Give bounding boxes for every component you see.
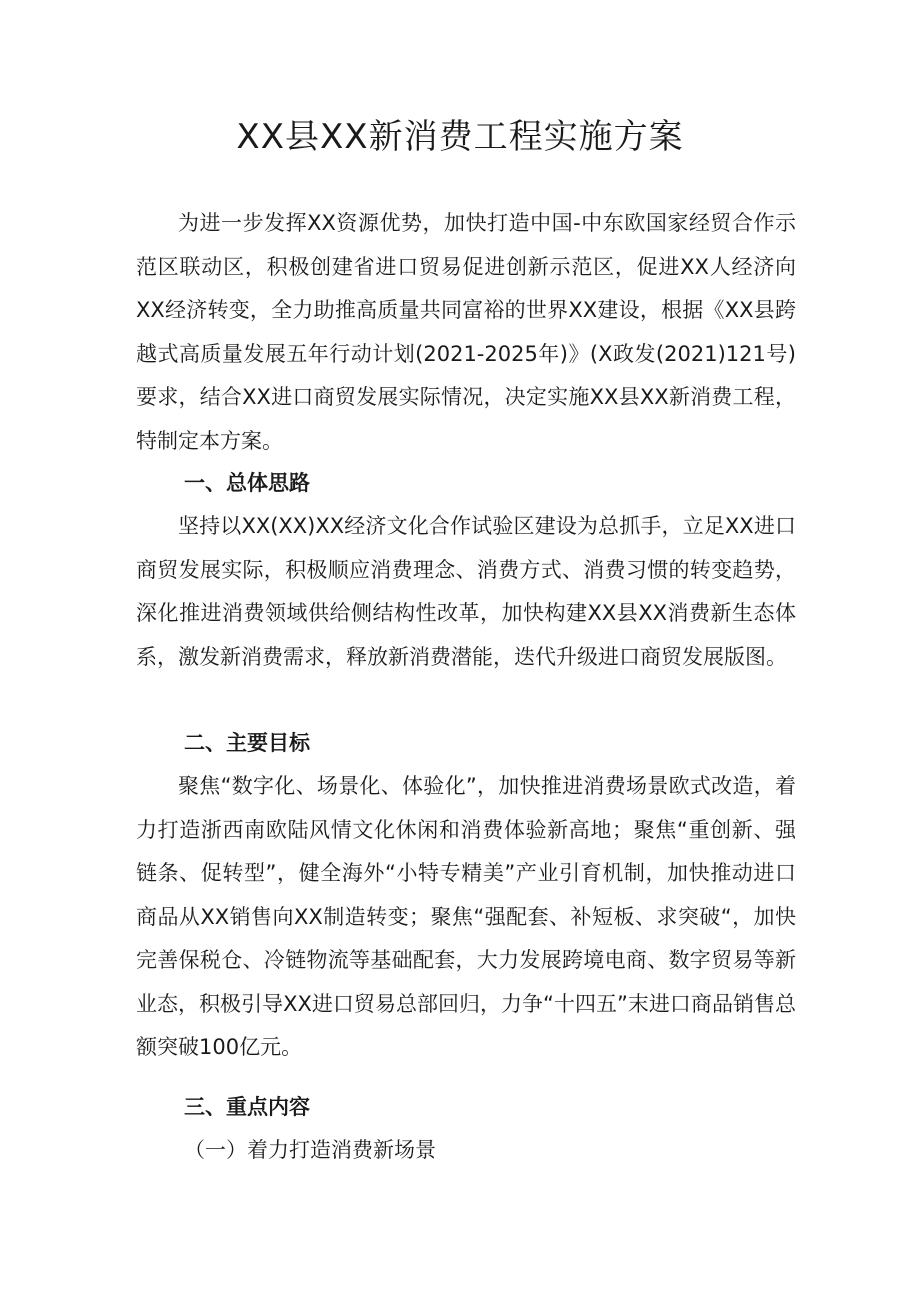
document-title: XX县XX新消费工程实施方案 [236,117,684,157]
section-heading-overall-approach: 一、总体思路 [184,471,310,495]
section-heading-main-goals: 二、主要目标 [184,731,310,755]
section-body-overall-approach: 坚持以XX(XX)XX经济文化合作试验区建设为总抓手，立足XX进口商贸发展实际，积极顺应消费理念、消费方式、消费习惯的转变趋势，深化推进消费领域供给侧结构性改革，加快构建XX县XX消费新生态体系，激发新消费需求，释放新消费潜能，迭代升级进口商贸发展版图。 [136,514,796,669]
section-heading-key-content: 三、重点内容 [184,1095,310,1119]
intro-paragraph: 为进一步发挥XX资源优势，加快打造中国-中东欧国家经贸合作示范区联动区，积极创建省进口贸易促进创新示范区，促进XX人经济向XX经济转变，全力助推高质量共同富裕的世界XX建设，根据《XX县跨越式高质量发展五年行动计划(2021-2025年)》(X政发(2021)121号)要求，结合XX进口商贸发展实际情况，决定实施XX县XX新消费工程，特制定本方案。 [136,211,796,453]
subsection-heading-new-scenarios: （一）着力打造消费新场景 [184,1138,436,1162]
section-body-main-goals: 聚焦“数字化、场景化、体验化”，加快推进消费场景欧式改造，着力打造浙西南欧陆风情文化休闲和消费体验新高地；聚焦“重创新、强链条、促转型”，健全海外“小特专精美”产业引育机制，加快推动进口商品从XX销售向XX制造转变；聚焦“强配套、补短板、求突破“，加快完善保税仓、冷链物流等基础配套，大力发展跨境电商、数字贸易等新业态，积极引导XX进口贸易总部回归，力争“十四五”末进口商品销售总额突破100亿元。 [136,774,796,1059]
